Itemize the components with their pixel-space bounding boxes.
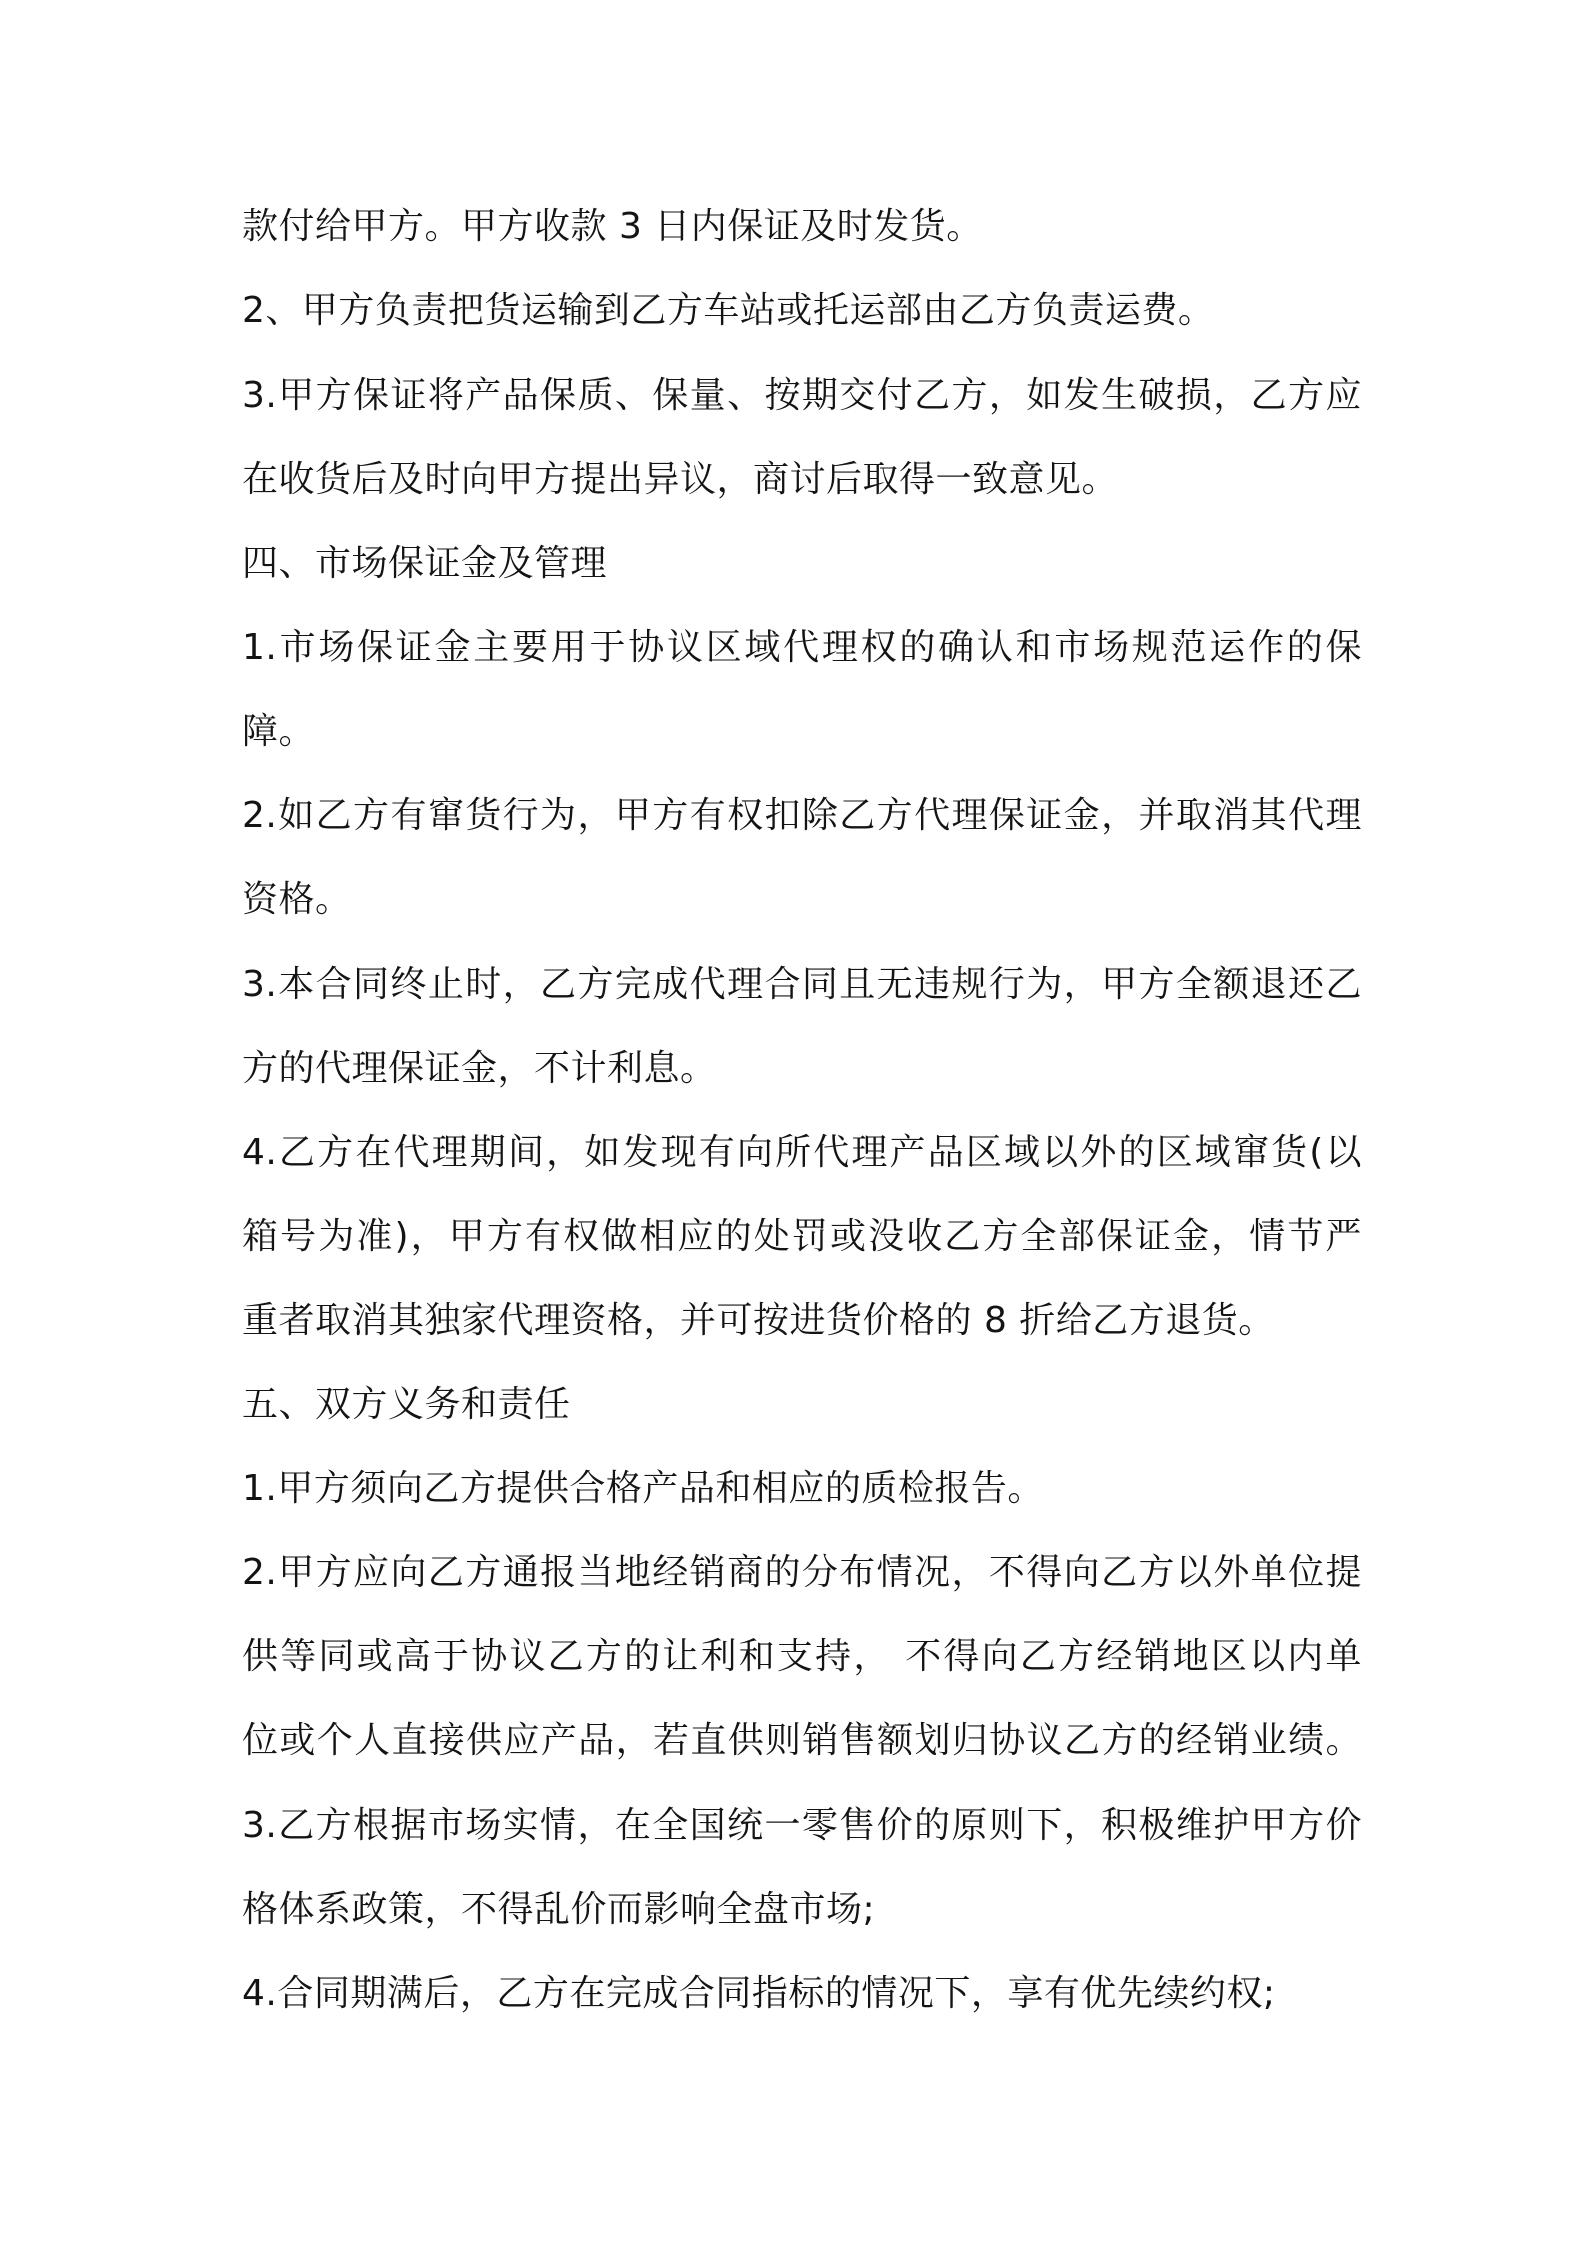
section-heading: 五、双方义务和责任 — [242, 1384, 571, 1425]
text-line: 2、甲方负责把货运输到乙方车站或托运部由乙方负责运费。 — [242, 290, 1215, 331]
section-heading: 四、市场保证金及管理 — [242, 543, 608, 584]
text-line: 3.甲方保证将产品保质、保量、按期交付乙方，如发生破损，乙方应 — [242, 375, 1362, 416]
text-line: 2.如乙方有窜货行为，甲方有权扣除乙方代理保证金，并取消其代理 — [242, 795, 1362, 836]
text-line: 4.合同期满后，乙方在完成合同指标的情况下，享有优先续约权; — [242, 1973, 1276, 2014]
text-line: 供等同或高于协议乙方的让利和支持， 不得向乙方经销地区以内单 — [242, 1636, 1362, 1677]
text-line: 款付给甲方。甲方收款 3 日内保证及时发货。 — [242, 206, 983, 247]
text-line: 3.本合同终止时，乙方完成代理合同且无违规行为，甲方全额退还乙 — [242, 964, 1362, 1005]
text-line: 箱号为准)，甲方有权做相应的处罚或没收乙方全部保证金，情节严 — [242, 1216, 1362, 1257]
text-line: 4.乙方在代理期间，如发现有向所代理产品区域以外的区域窜货(以 — [242, 1132, 1362, 1173]
text-line: 3.乙方根据市场实情，在全国统一零售价的原则下，积极维护甲方价 — [242, 1805, 1362, 1846]
text-line: 2.甲方应向乙方通报当地经销商的分布情况，不得向乙方以外单位提 — [242, 1552, 1362, 1593]
text-line: 位或个人直接供应产品，若直供则销售额划归协议乙方的经销业绩。 — [242, 1720, 1362, 1761]
text-line: 障。 — [242, 711, 316, 752]
text-line: 1.甲方须向乙方提供合格产品和相应的质检报告。 — [242, 1468, 1044, 1509]
text-line: 格体系政策，不得乱价而影响全盘市场; — [242, 1889, 876, 1930]
text-line: 1.市场保证金主要用于协议区域代理权的确认和市场规范运作的保 — [242, 627, 1362, 668]
text-line: 资格。 — [242, 879, 352, 920]
text-line: 重者取消其独家代理资格，并可按进货价格的 8 折给乙方退货。 — [242, 1300, 1275, 1341]
text-line: 在收货后及时向甲方提出异议，商讨后取得一致意见。 — [242, 459, 1119, 500]
text-line: 方的代理保证金，不计利息。 — [242, 1048, 717, 1089]
